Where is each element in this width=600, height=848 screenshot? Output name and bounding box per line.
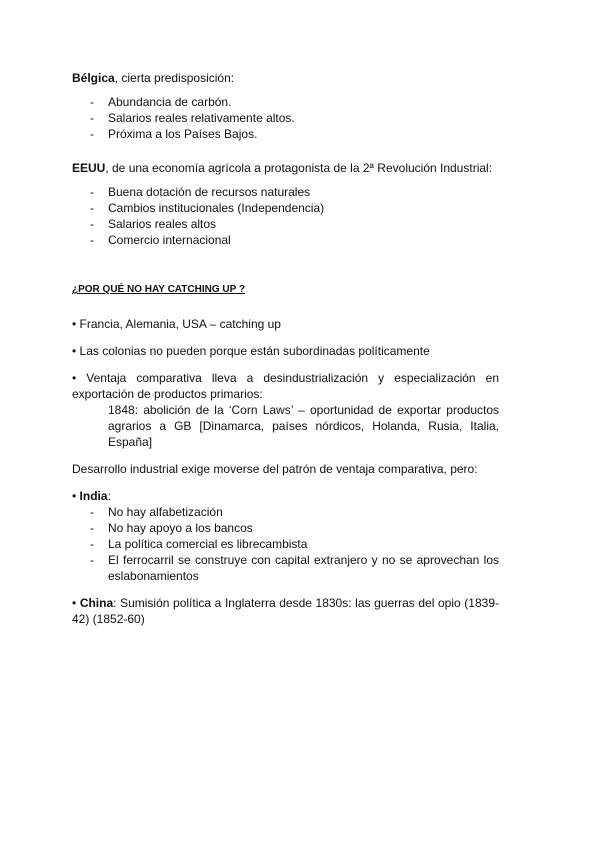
india-item-text: No hay alfabetización bbox=[108, 505, 223, 519]
india-name: India bbox=[79, 489, 108, 503]
eeuu-name: EEUU bbox=[72, 161, 106, 175]
india-list bbox=[72, 504, 499, 584]
belgica-name: Bélgica bbox=[72, 71, 115, 85]
india-item-text: La política comercial es librecambista bbox=[108, 537, 308, 551]
eeuu-item-text: Comercio internacional bbox=[108, 233, 231, 247]
india-item-text: No hay apoyo a los bancos bbox=[108, 521, 253, 535]
list-item bbox=[72, 552, 499, 584]
dash-marker: - bbox=[90, 521, 94, 535]
dash-marker: - bbox=[90, 553, 94, 567]
catching-up-title: ¿POR QUÉ NO HAY CATCHING UP ? bbox=[72, 284, 245, 295]
belgica-list bbox=[72, 94, 499, 142]
dash-marker: - bbox=[90, 201, 94, 215]
belgica-section bbox=[72, 70, 499, 142]
dash-marker: - bbox=[90, 537, 94, 551]
dash-marker: - bbox=[90, 233, 94, 247]
dash-marker: - bbox=[90, 505, 94, 519]
list-item bbox=[72, 536, 499, 552]
eeuu-list bbox=[72, 184, 499, 248]
list-item bbox=[72, 184, 499, 200]
eeuu-section bbox=[72, 160, 499, 248]
india-section bbox=[72, 488, 499, 584]
catching-up-bullet-1: • Francia, Alemania, USA – catching up bbox=[72, 317, 281, 331]
belgica-intro: , cierta predisposición: bbox=[114, 71, 235, 85]
list-item bbox=[72, 110, 499, 126]
corn-laws-detail: 1848: abolición de la ‘Corn Laws’ – oportunidad de exportar productos agrarios a GB [Dinamarca, países nórdicos, Holanda, Rusia, Italia, España] bbox=[108, 403, 499, 449]
list-item bbox=[72, 94, 499, 110]
eeuu-item-text: Salarios reales altos bbox=[108, 217, 217, 231]
belgica-heading bbox=[72, 70, 499, 86]
dash-marker: - bbox=[90, 111, 94, 125]
eeuu-item-text: Cambios institucionales (Independencia) bbox=[108, 201, 325, 215]
eeuu-heading bbox=[72, 160, 499, 176]
desarrollo-paragraph: Desarrollo industrial exige moverse del patrón de ventaja comparativa, pero: bbox=[72, 462, 478, 476]
china-name: China bbox=[79, 596, 114, 610]
india-item-text: El ferrocarril se construye con capital extranjero y no se aprovechan los eslabonamientos bbox=[108, 553, 499, 583]
china-paragraph bbox=[72, 595, 499, 627]
list-item bbox=[72, 200, 499, 216]
china-bullet: • bbox=[72, 596, 80, 610]
eeuu-item-text: Buena dotación de recursos naturales bbox=[108, 185, 311, 199]
catching-up-bullet-3: • Ventaja comparativa lleva a desindustrialización y especialización en exportación de productos primarios: bbox=[72, 371, 499, 401]
belgica-item-text: Próxima a los Países Bajos. bbox=[108, 127, 258, 141]
china-text: : Sumisión política a Inglaterra desde 1830s: las guerras del opio (1839-42) (1852-60) bbox=[72, 596, 499, 626]
list-item bbox=[72, 216, 499, 232]
india-heading bbox=[72, 488, 499, 504]
india-bullet: • bbox=[72, 489, 80, 503]
dash-marker: - bbox=[90, 185, 94, 199]
document-page bbox=[72, 70, 499, 627]
india-colon: : bbox=[107, 489, 111, 503]
list-item bbox=[72, 520, 499, 536]
eeuu-intro: , de una economía agrícola a protagonista de la 2ª Revolución Industrial: bbox=[105, 161, 493, 175]
dash-marker: - bbox=[90, 217, 94, 231]
spacer bbox=[72, 248, 499, 282]
list-item bbox=[72, 232, 499, 248]
list-item bbox=[72, 126, 499, 142]
dash-marker: - bbox=[90, 95, 94, 109]
list-item bbox=[72, 504, 499, 520]
dash-marker: - bbox=[90, 127, 94, 141]
belgica-item-text: Abundancia de carbón. bbox=[108, 95, 232, 109]
catching-up-bullet-2: • Las colonias no pueden porque están subordinadas políticamente bbox=[72, 344, 430, 358]
belgica-item-text: Salarios reales relativamente altos. bbox=[108, 111, 295, 125]
